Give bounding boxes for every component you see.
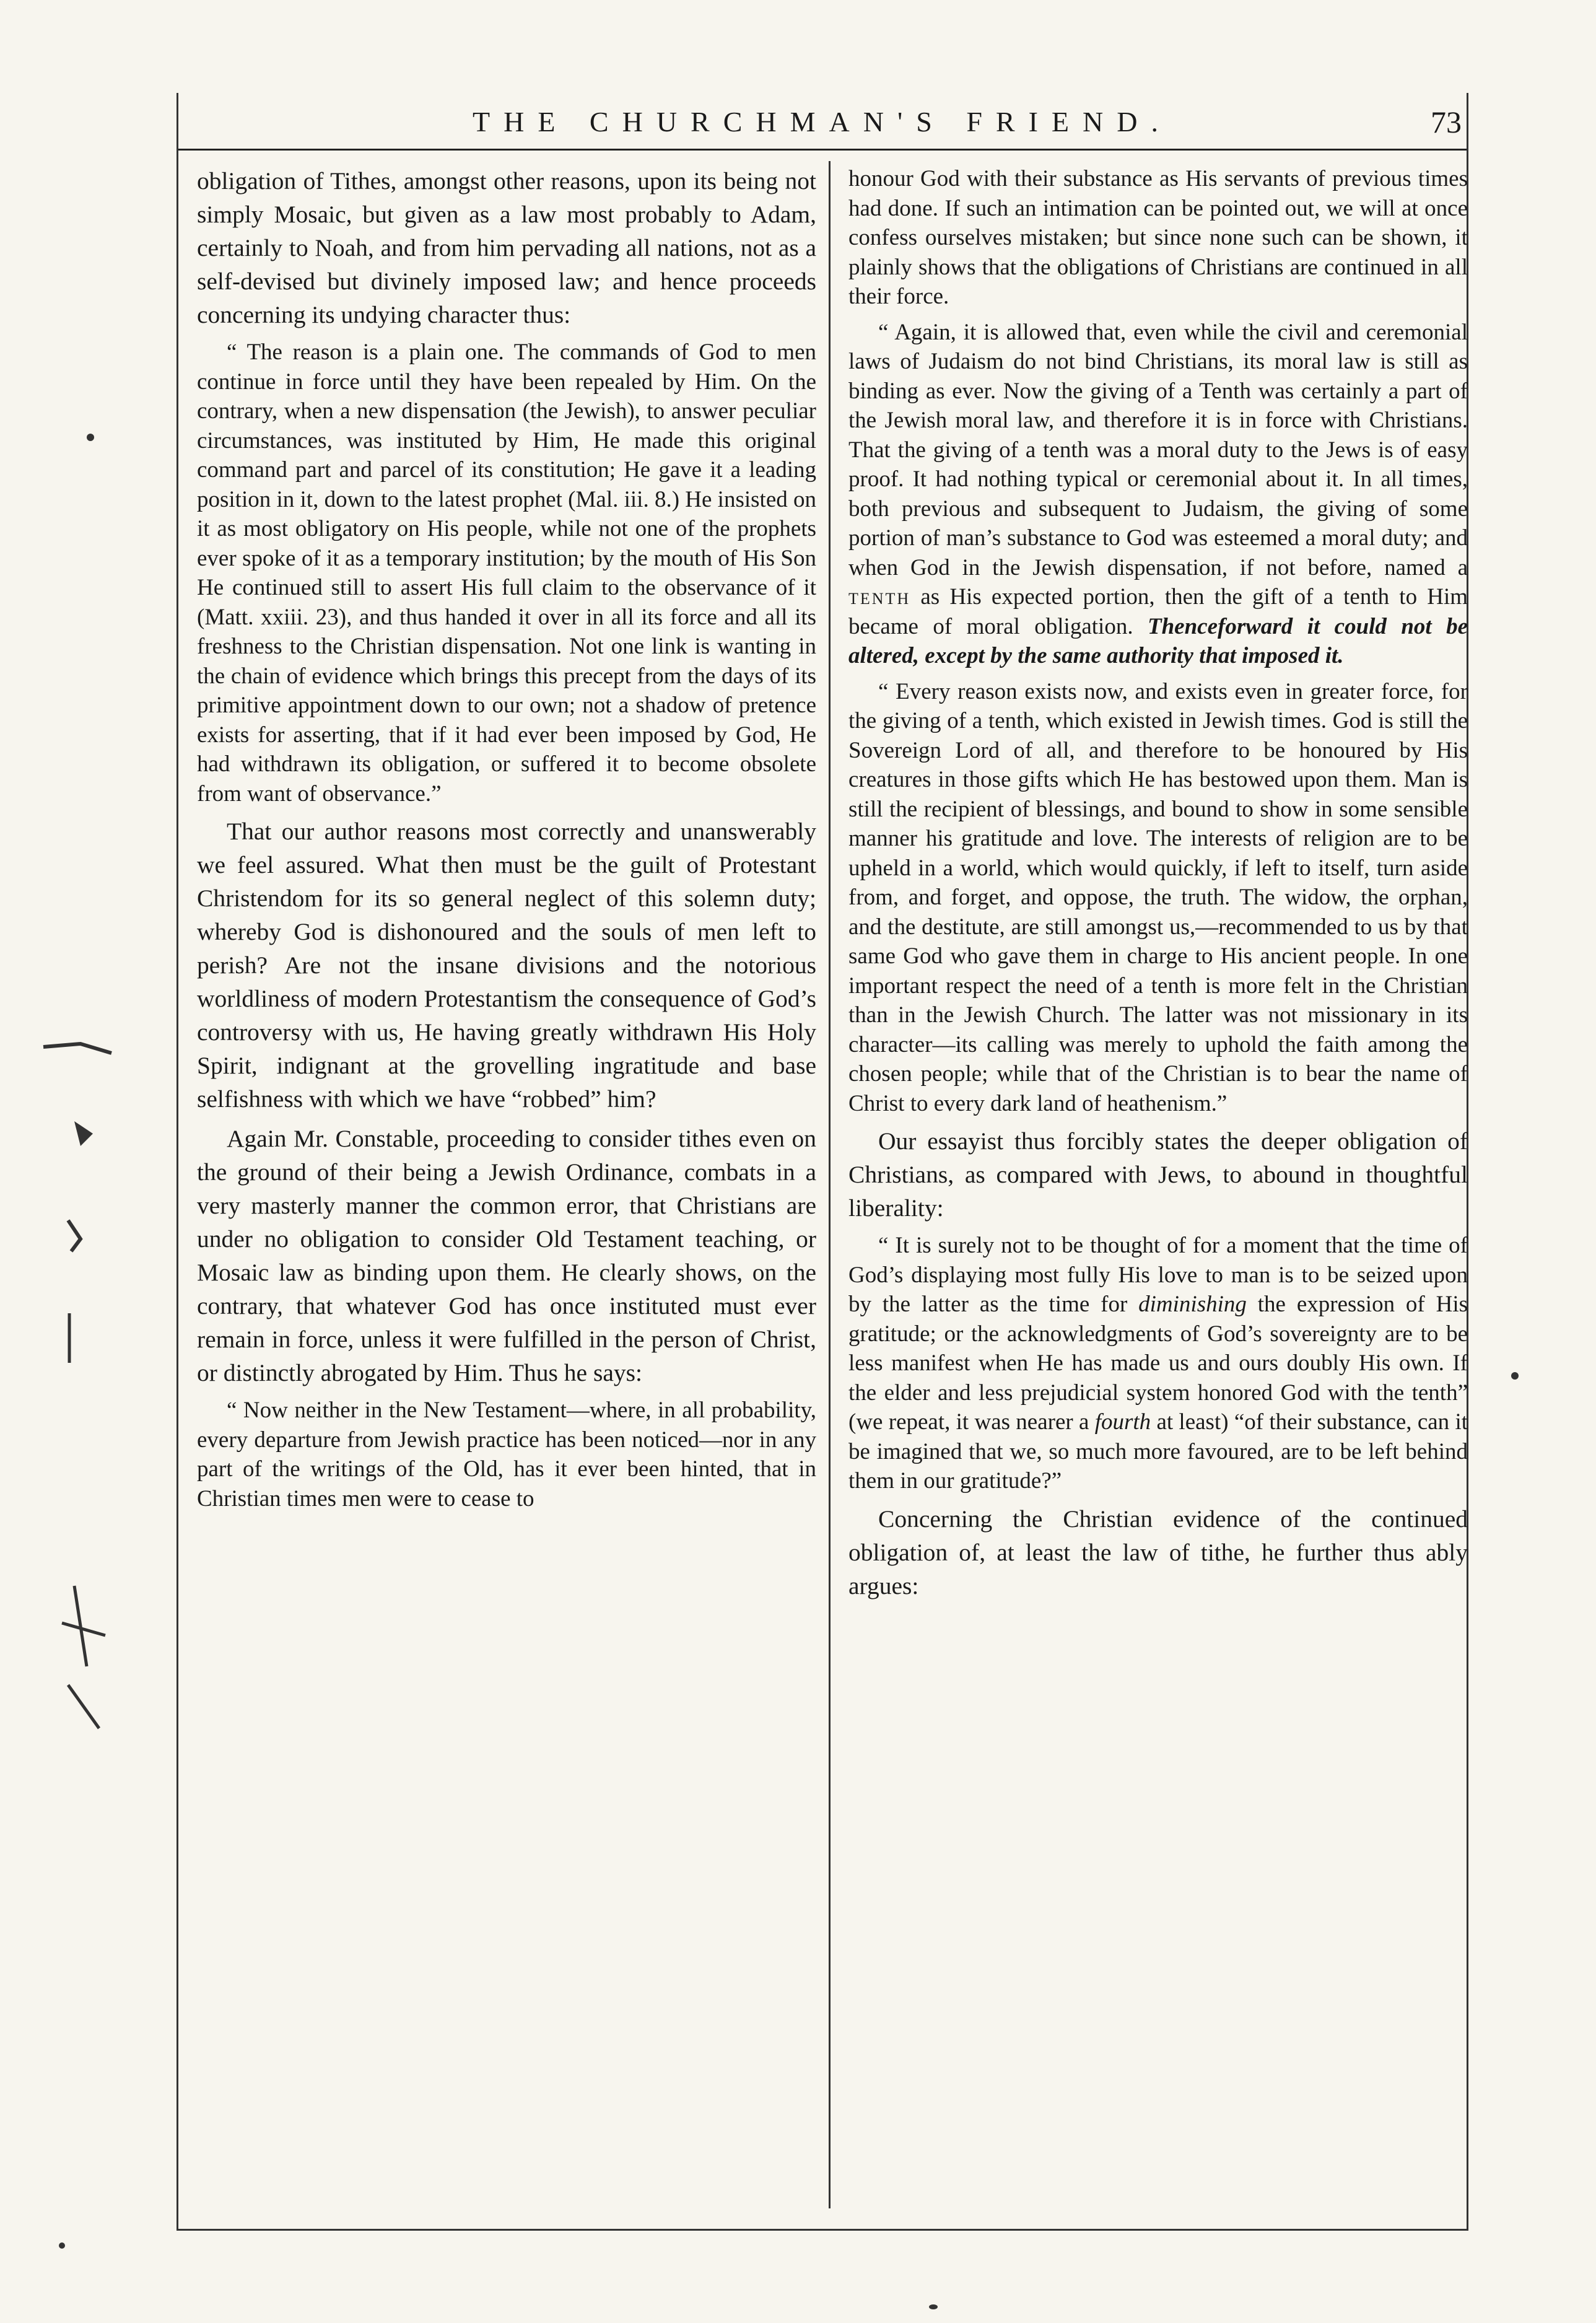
ink-spot [929, 2304, 938, 2309]
frame-rule-left [177, 93, 178, 2230]
margin-ornament-icon [37, 1016, 124, 1759]
block-quote: “ Every reason exists now, and exists even in greater force, for the giving of a tenth, which existed in Jewish times. God is still the Sovereign Lord of all, and therefore to be honoured by His creatures in those gifts which He has bestowed upon them. Man is still the recipient of blessings, and bound to show in some sensible manner his gratitude and love. The interests of religion are to be upheld in a world, which would quickly, if left to itself, turn aside from, and forget, and oppose, the truth. The widow, the orphan, and the destitute, are still amongst us,—recommended to us by that same God who gave them in charge to His ancient people. In one important respect the need of a tenth is more felt in the Christian than in the Jewish Church. The latter was not missionary in its character—its calling was merely to uphold the faith among the chosen people; while that of the Christian is to bear the name of Christ to every dark land of heathenism.” [848, 678, 1468, 1116]
left-column [197, 164, 816, 1520]
paragraph: obligation of Tithes, amongst other reasons, upon its being not simply Mosaic, but given as a law most probably to Adam, certainly to Noah, and from him pervading all nations, not as a self-devised but divinely imposed law; and hence proceeds concerning its undying character thus: [197, 167, 816, 328]
block-quote: “ The reason is a plain one. The commands of God to men continue in force until they have been repealed by Him. On the contrary, when a new dispensation (the Jewish), to answer peculiar circumstances, was instituted by Him, He made this original command part and parcel of its constitution; He gave it a leading position in it, down to the latest prophet (Mal. iii. 8.) He insisted on it as most obligatory on His people, while not one of the prophets ever spoke of it as a temporary institution; by the mouth of His Son He continued still to assert His full claim to the observance of it (Matt. xxiii. 23), and thus handed it over in all its force and all its freshness to the Christian dispensation. Not one link is wanting in the chain of evidence which brings this precept from the days of its primitive appointment down to our own; not a shadow of pretence exists for asserting, that if it had ever been imposed by God, He had withdrawn its obligation, or suffered it to become obsolete from want of observance.” [197, 339, 816, 807]
frame-rule-bottom [177, 2229, 1468, 2231]
quote-text: the expression of His gratitude; or the acknowledgments of God’s sovereignty are to be less manifest when He has made us and ours doubly His own. If the elder and less prejudicial system honored God with the tenth” (we repeat, it was nearer a [848, 1292, 1468, 1435]
paragraph: Our essayist thus forcibly states the deeper obligation of Christians, as compared with Jews, to abound in thoughtful liberality: [848, 1127, 1468, 1222]
right-column [848, 164, 1468, 1609]
running-title: THE CHURCHMAN'S FRIEND. [473, 106, 1172, 138]
page-number: 73 [1431, 105, 1462, 139]
emphasis-text: Thenceforward it could not be altered, except by the same authority that imposed it. [848, 613, 1468, 668]
block-quote: “ Now neither in the New Testament—where, in all probability, every departure from Jewish practice has been noticed—nor in any part of the writings of the Old, has it ever been hinted, that in Christian times men were to cease to [197, 1398, 816, 1511]
block-quote-continued: honour God with their substance as His servants of previous times had done. If such an intimation can be pointed out, we will at once confess ourselves mistaken; but since none such can be shown, it plainly shows that the obligations of Christians are continued in all their force. [848, 166, 1468, 309]
ink-spot [59, 2242, 65, 2249]
quote-text: “ Again, it is allowed that, even while the civil and ceremonial laws of Judaism do not bind Christians, its moral law is still as binding as ever. Now the giving of a Tenth was certainly a part of the Jewish moral law, and therefore it is in force with Christians. That the giving of a tenth was a moral duty to the Jews is of easy proof. It had nothing typical or ceremonial about it. In all times, both previous and subsequent to Judaism, the giving of some portion of man’s substance to God was esteemed a moral duty; and when God in the Jewish dispensation, if not before, named a [848, 319, 1468, 580]
italic-word: diminishing [1138, 1292, 1247, 1317]
block-quote [848, 1231, 1468, 1496]
paragraph: Again Mr. Constable, proceeding to consider tithes even on the ground of their being a Jewish Ordinance, combats in a very masterly manner the common error, that Christians are under no obligation to consider Old Testament teaching, or Mosaic law as binding upon them. He clearly shows, on the contrary, that whatever God has once instituted must ever remain in force, unless it were fulfilled in the person of Christ, or distinctly abrogated by Him. Thus he says: [197, 1125, 816, 1386]
quote-text: “ It is surely not to be thought of for a moment that the time of God’s displaying most fully His love to man is to be seized upon by the latter as the time for [848, 1233, 1468, 1317]
ink-spot [1511, 1372, 1519, 1380]
running-header [177, 93, 1468, 151]
small-caps-word: tenth [848, 584, 911, 610]
block-quote [848, 318, 1468, 671]
paragraph: Concerning the Christian evidence of the continued obligation of, at least the law of tithe, he further thus ably argues: [848, 1505, 1468, 1599]
column-divider [829, 161, 831, 2208]
italic-word: fourth [1094, 1409, 1151, 1435]
paragraph: That our author reasons most correctly and unanswerably we feel assured. What then must be the guilt of Protestant Christendom for its so general neglect of this solemn duty; whereby God is dishonoured and the souls of men left to perish? Are not the insane divisions and the notorious worldliness of modern Protestantism the consequence of God’s controversy with us, He having greatly withdrawn His Holy Spirit, indignant at the grovelling ingratitude and base selfishness with which we have “robbed” him? [197, 818, 816, 1113]
quote-text: at least) “of their substance, can it be imagined that we, so much more favoured, are to be left behind them in our gratitude?” [848, 1409, 1468, 1494]
ink-spot [87, 434, 94, 441]
quote-text: as His expected portion, then the gift of a tenth to Him became of moral obligation. [848, 584, 1468, 639]
